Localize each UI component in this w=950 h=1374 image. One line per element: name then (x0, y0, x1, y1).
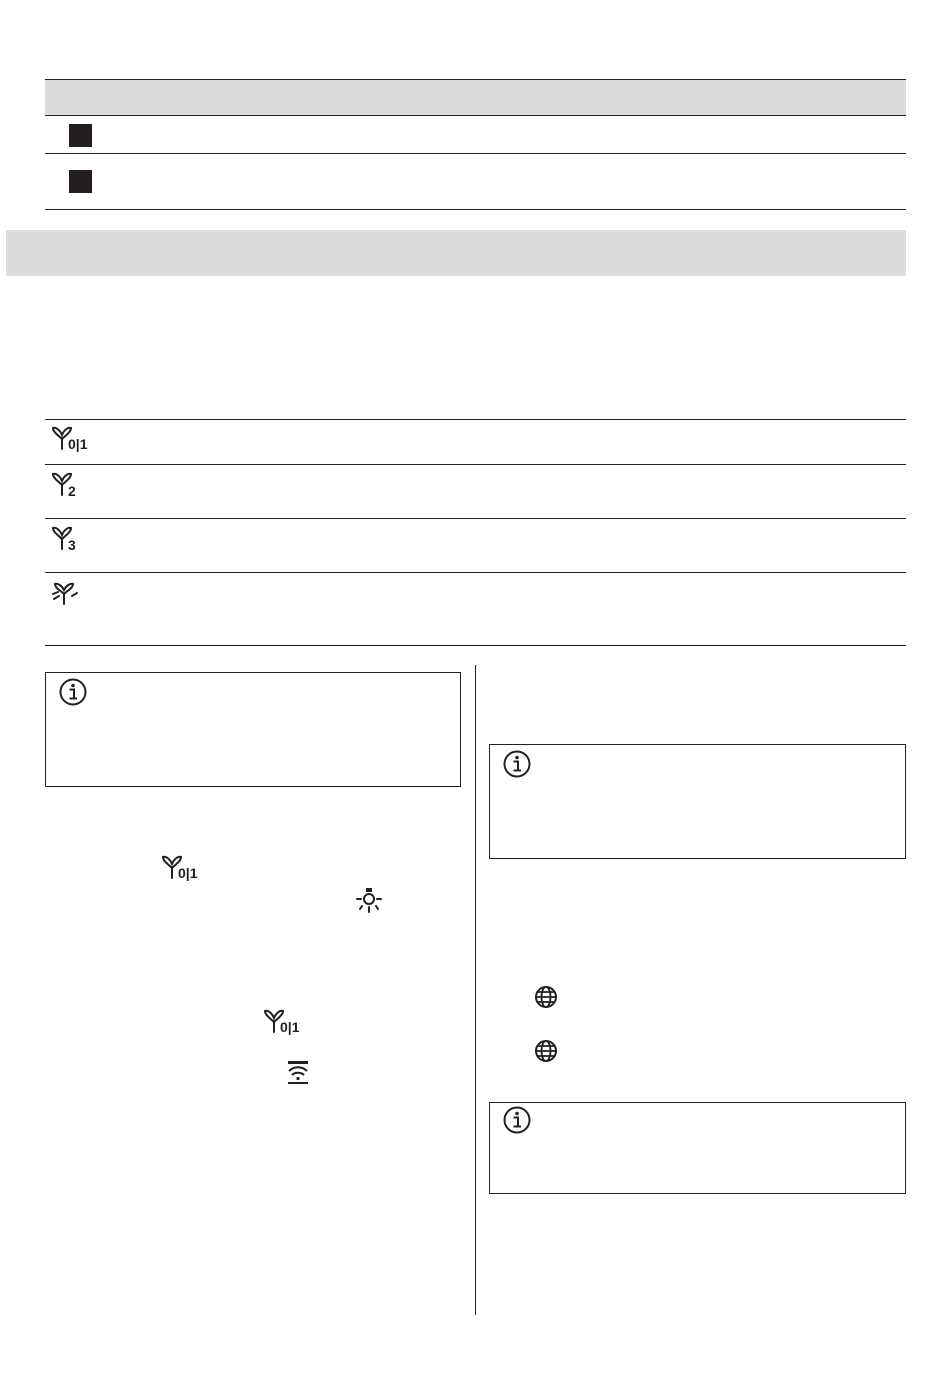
globe-icon (534, 985, 558, 1009)
fan-speed-2-icon (50, 472, 92, 498)
fan-speed-label: 0|1 (280, 1019, 300, 1035)
fan-table-row-rule (45, 464, 906, 465)
light-icon (355, 887, 383, 915)
section-heading-band (6, 230, 906, 276)
fan-speed-0-1-icon (50, 426, 92, 452)
fan-speed-3-icon (50, 526, 92, 552)
fan-table-row-rule (45, 572, 906, 573)
wifi-icon (285, 1060, 311, 1086)
fan-speed-label: 2 (68, 483, 76, 499)
square-marker (69, 124, 92, 147)
column-divider (475, 665, 476, 1315)
info-note-box (45, 672, 461, 787)
top-table-header-rule (45, 115, 906, 116)
fan-table-top-rule (45, 419, 906, 420)
fan-speed-0-1-icon (262, 1009, 304, 1035)
globe-icon (534, 1039, 558, 1063)
info-note-box (489, 744, 906, 859)
fan-speed-label: 0|1 (68, 436, 88, 452)
top-table-header-band (45, 80, 906, 115)
fan-speed-label: 3 (68, 537, 76, 553)
fan-speed-0-1-icon (160, 855, 202, 881)
info-note-box (489, 1102, 906, 1194)
fan-speed-label: 0|1 (178, 865, 198, 881)
fan-boost-icon (50, 580, 82, 608)
info-icon (58, 677, 88, 707)
fan-table-bottom-rule (45, 645, 906, 646)
fan-table-row-rule (45, 518, 906, 519)
info-icon (502, 1105, 532, 1135)
top-table-bottom-rule (45, 209, 906, 210)
top-table-row-rule (45, 153, 906, 154)
info-icon (502, 749, 532, 779)
square-marker (69, 170, 92, 193)
